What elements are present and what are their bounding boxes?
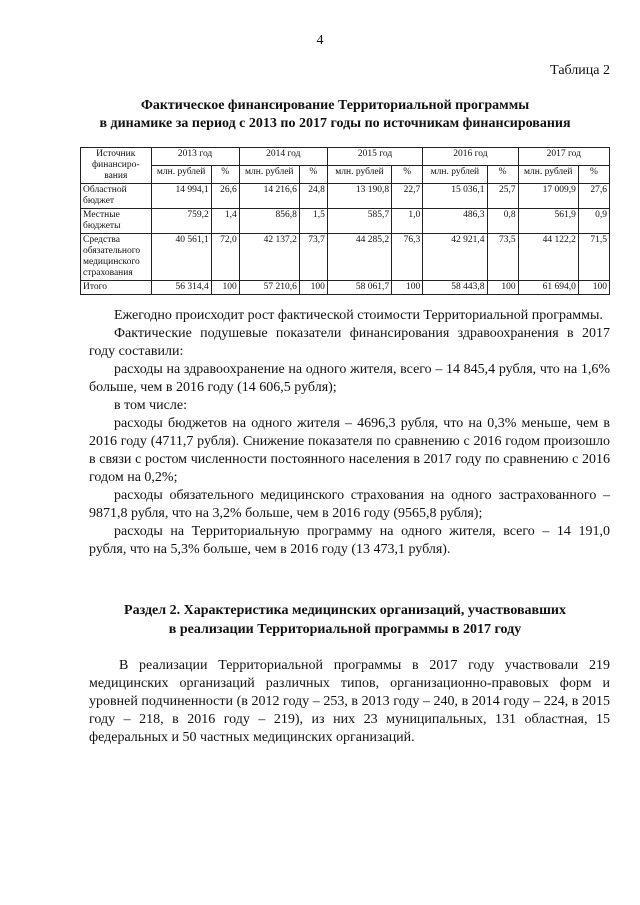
cell: 27,6 — [578, 184, 609, 209]
cell: 73,5 — [487, 234, 518, 281]
header-pct: % — [578, 166, 609, 184]
header-source: Источник финансиро-вания — [81, 148, 152, 184]
header-money: млн. рублей — [423, 166, 487, 184]
cell: 100 — [487, 281, 518, 295]
section-heading-line-1: Раздел 2. Характеристика медицинских организаций, участвовавших — [124, 603, 566, 618]
cell: 42 137,2 — [239, 234, 299, 281]
cell: 1,4 — [211, 209, 239, 234]
financing-table — [80, 147, 610, 295]
paragraph: в том числе: — [114, 398, 187, 413]
paragraph: расходы на Территориальную программу на одного жителя, всего – 14 191,0 рубля, что на 5,3% больше, чем в 2016 году (13 473,1 рубля). — [89, 524, 610, 557]
cell: 17 009,9 — [518, 184, 578, 209]
section-body — [89, 657, 610, 747]
cell: 759,2 — [151, 209, 211, 234]
cell: 73,7 — [299, 234, 327, 281]
table-header-row-units — [81, 166, 610, 184]
cell: 26,6 — [211, 184, 239, 209]
cell: 100 — [299, 281, 327, 295]
paragraph: расходы на здравоохранение на одного жителя, всего – 14 845,4 рубля, что на 1,6% больше, чем в 2016 году (14 606,5 рубля); — [89, 362, 610, 395]
cell: 486,3 — [423, 209, 487, 234]
cell: 100 — [392, 281, 423, 295]
table-row — [81, 209, 610, 234]
table-header-row-years — [81, 148, 610, 166]
header-money: млн. рублей — [151, 166, 211, 184]
header-year: 2015 год — [327, 148, 422, 166]
cell: 1,0 — [392, 209, 423, 234]
cell: 0,8 — [487, 209, 518, 234]
cell: 25,7 — [487, 184, 518, 209]
header-year: 2016 год — [423, 148, 518, 166]
section-heading — [80, 601, 610, 639]
header-year: 2013 год — [151, 148, 239, 166]
cell: 100 — [211, 281, 239, 295]
paragraph: расходы обязательного медицинского страхования на одного застрахованного – 9871,8 рубля, что на 3,2% больше, чем в 2016 году (9565,8 рубля); — [89, 488, 610, 521]
cell: 57 210,6 — [239, 281, 299, 295]
table-row — [81, 184, 610, 209]
table-label: Таблица 2 — [550, 63, 610, 78]
header-pct: % — [211, 166, 239, 184]
header-money: млн. рублей — [327, 166, 391, 184]
cell: 1,5 — [299, 209, 327, 234]
row-label: Итого — [81, 281, 152, 295]
cell: 42 921,4 — [423, 234, 487, 281]
cell: 44 285,2 — [327, 234, 391, 281]
cell: 14 216,6 — [239, 184, 299, 209]
section-heading-line-2: в реализации Территориальной программы в 2017 году — [168, 622, 522, 637]
table-row — [81, 234, 610, 281]
cell: 76,3 — [392, 234, 423, 281]
header-pct: % — [392, 166, 423, 184]
cell: 72,0 — [211, 234, 239, 281]
table-title-line-1: Фактическое финансирование Территориальной программы — [140, 98, 530, 113]
cell: 856,8 — [239, 209, 299, 234]
cell: 58 443,8 — [423, 281, 487, 295]
cell: 13 190,8 — [327, 184, 391, 209]
cell: 561,9 — [518, 209, 578, 234]
row-label: Местные бюджеты — [81, 209, 152, 234]
cell: 585,7 — [327, 209, 391, 234]
table-title-line-2: в динамике за период с 2013 по 2017 годы по источникам финансирования — [99, 116, 571, 131]
cell: 40 561,1 — [151, 234, 211, 281]
cell: 71,5 — [578, 234, 609, 281]
table-row-total — [81, 281, 610, 295]
paragraph: Фактические подушевые показатели финансирования здравоохранения в 2017 году составили: — [89, 326, 610, 359]
cell: 24,8 — [299, 184, 327, 209]
cell: 58 061,7 — [327, 281, 391, 295]
cell: 15 036,1 — [423, 184, 487, 209]
header-year: 2017 год — [518, 148, 609, 166]
page-number: 4 — [316, 33, 324, 48]
header-money: млн. рублей — [518, 166, 578, 184]
row-label: Средства обязательного медицинского страхования — [81, 234, 152, 281]
table-title — [60, 97, 610, 133]
paragraph: Ежегодно происходит рост фактической стоимости Территориальной программы. — [114, 308, 603, 323]
paragraph: В реализации Территориальной программы в 2017 году участвовали 219 медицинских организаций различных типов, организационно-правовых форм и уровней подчиненности (в 2012 году – 253, в 2013 году – 240, в 2014 году – 224, в 2015 году – 218, в 2016 году – 219), из них 23 муниципальных, 131 областная, 15 федеральных и 50 частных медицинских организаций. — [89, 658, 610, 745]
header-money: млн. рублей — [239, 166, 299, 184]
cell: 44 122,2 — [518, 234, 578, 281]
header-pct: % — [487, 166, 518, 184]
cell: 100 — [578, 281, 609, 295]
cell: 56 314,4 — [151, 281, 211, 295]
header-year: 2014 год — [239, 148, 327, 166]
row-label: Областной бюджет — [81, 184, 152, 209]
cell: 61 694,0 — [518, 281, 578, 295]
cell: 22,7 — [392, 184, 423, 209]
cell: 14 994,1 — [151, 184, 211, 209]
body-text — [89, 307, 610, 559]
cell: 0,9 — [578, 209, 609, 234]
paragraph: расходы бюджетов на одного жителя – 4696,3 рубля, что на 0,3% меньше, чем в 2016 году (4711,7 рубля). Снижение показателя по сравнению с 2016 годом произошло в связи с ростом численности постоянного населения в 2017 году по сравнению с 2016 годом на 0,2%; — [89, 416, 610, 485]
header-pct: % — [299, 166, 327, 184]
